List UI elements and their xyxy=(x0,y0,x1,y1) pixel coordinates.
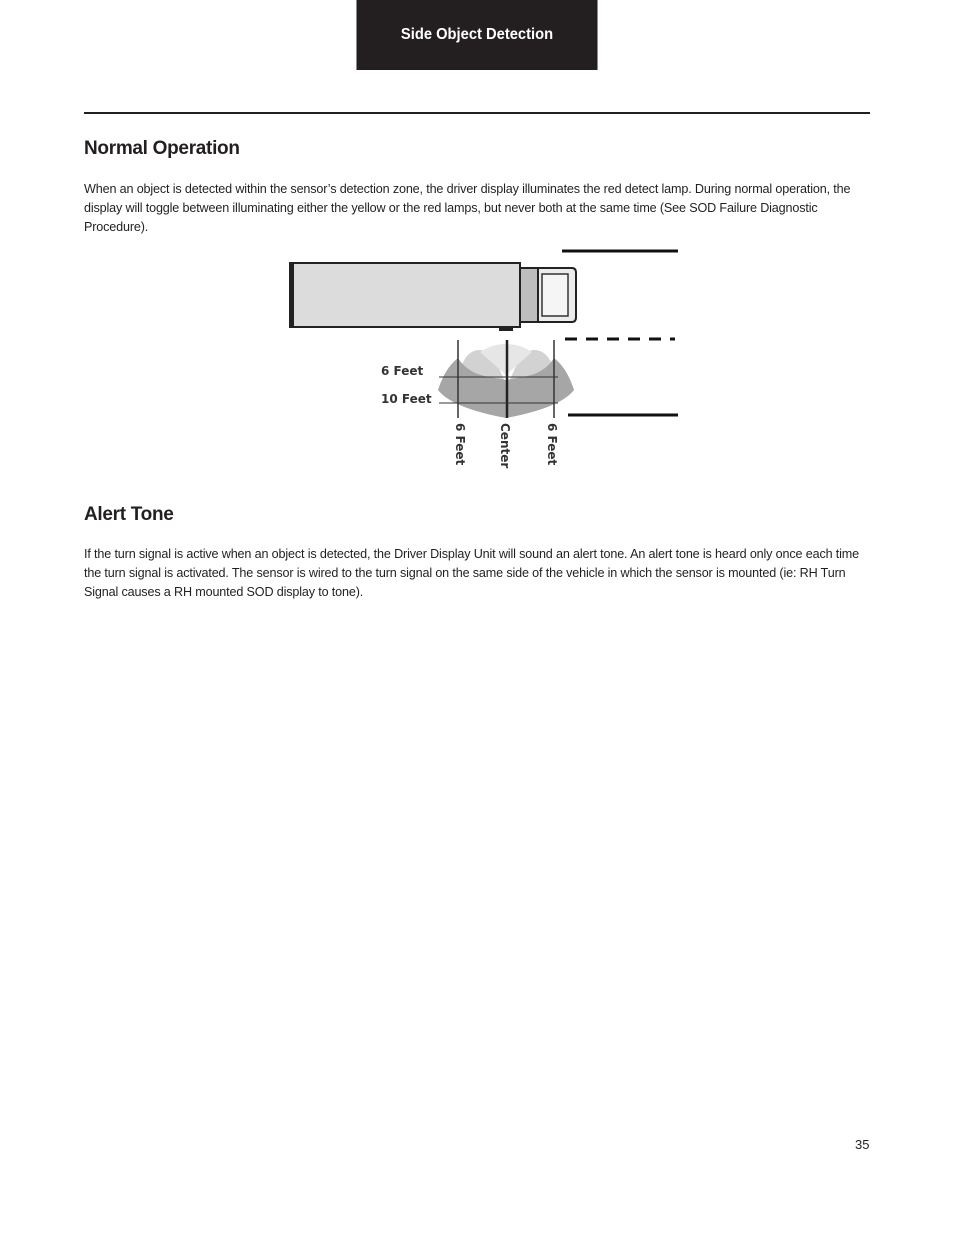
sod-detection-zone-figure xyxy=(280,240,700,480)
cab-connector xyxy=(520,268,538,322)
page-number: 35 xyxy=(855,1137,870,1152)
cab-window xyxy=(542,274,568,316)
label-6-feet-left: 6 Feet xyxy=(453,423,467,466)
label-6-feet-right: 6 Feet xyxy=(545,423,559,466)
header-rule xyxy=(84,112,870,114)
trailer-rear xyxy=(290,263,294,327)
paragraph-normal-operation: When an object is detected within the sensor’s detection zone, the driver display illuminates the red detect lamp. During normal operation, the display will toggle between illuminating either the yellow or the red lamps, but never both at the same time (See SOD Failure Diagnostic Procedure). xyxy=(84,182,851,235)
detection-zone-diagram xyxy=(280,240,700,480)
section-title-normal-operation: Normal Operation xyxy=(84,138,240,159)
label-center: Center xyxy=(498,423,512,469)
label-6-feet-row: 6 Feet xyxy=(381,364,424,378)
section-title-alert-tone: Alert Tone xyxy=(84,504,174,525)
sod-sensor xyxy=(499,326,513,331)
label-10-feet-row: 10 Feet xyxy=(381,392,432,406)
trailer-body xyxy=(290,263,520,327)
header-tab-label: Side Object Detection xyxy=(400,26,554,43)
header-tab xyxy=(356,0,597,70)
paragraph-alert-tone: If the turn signal is active when an object is detected, the Driver Display Unit will sound an alert tone. An alert tone is heard only once each time the turn signal is activated. The sensor is wired to the turn signal on the same side of the vehicle in which the sensor is mounted (ie: RH Turn Signal causes a RH mounted SOD display to tone). xyxy=(84,547,859,600)
